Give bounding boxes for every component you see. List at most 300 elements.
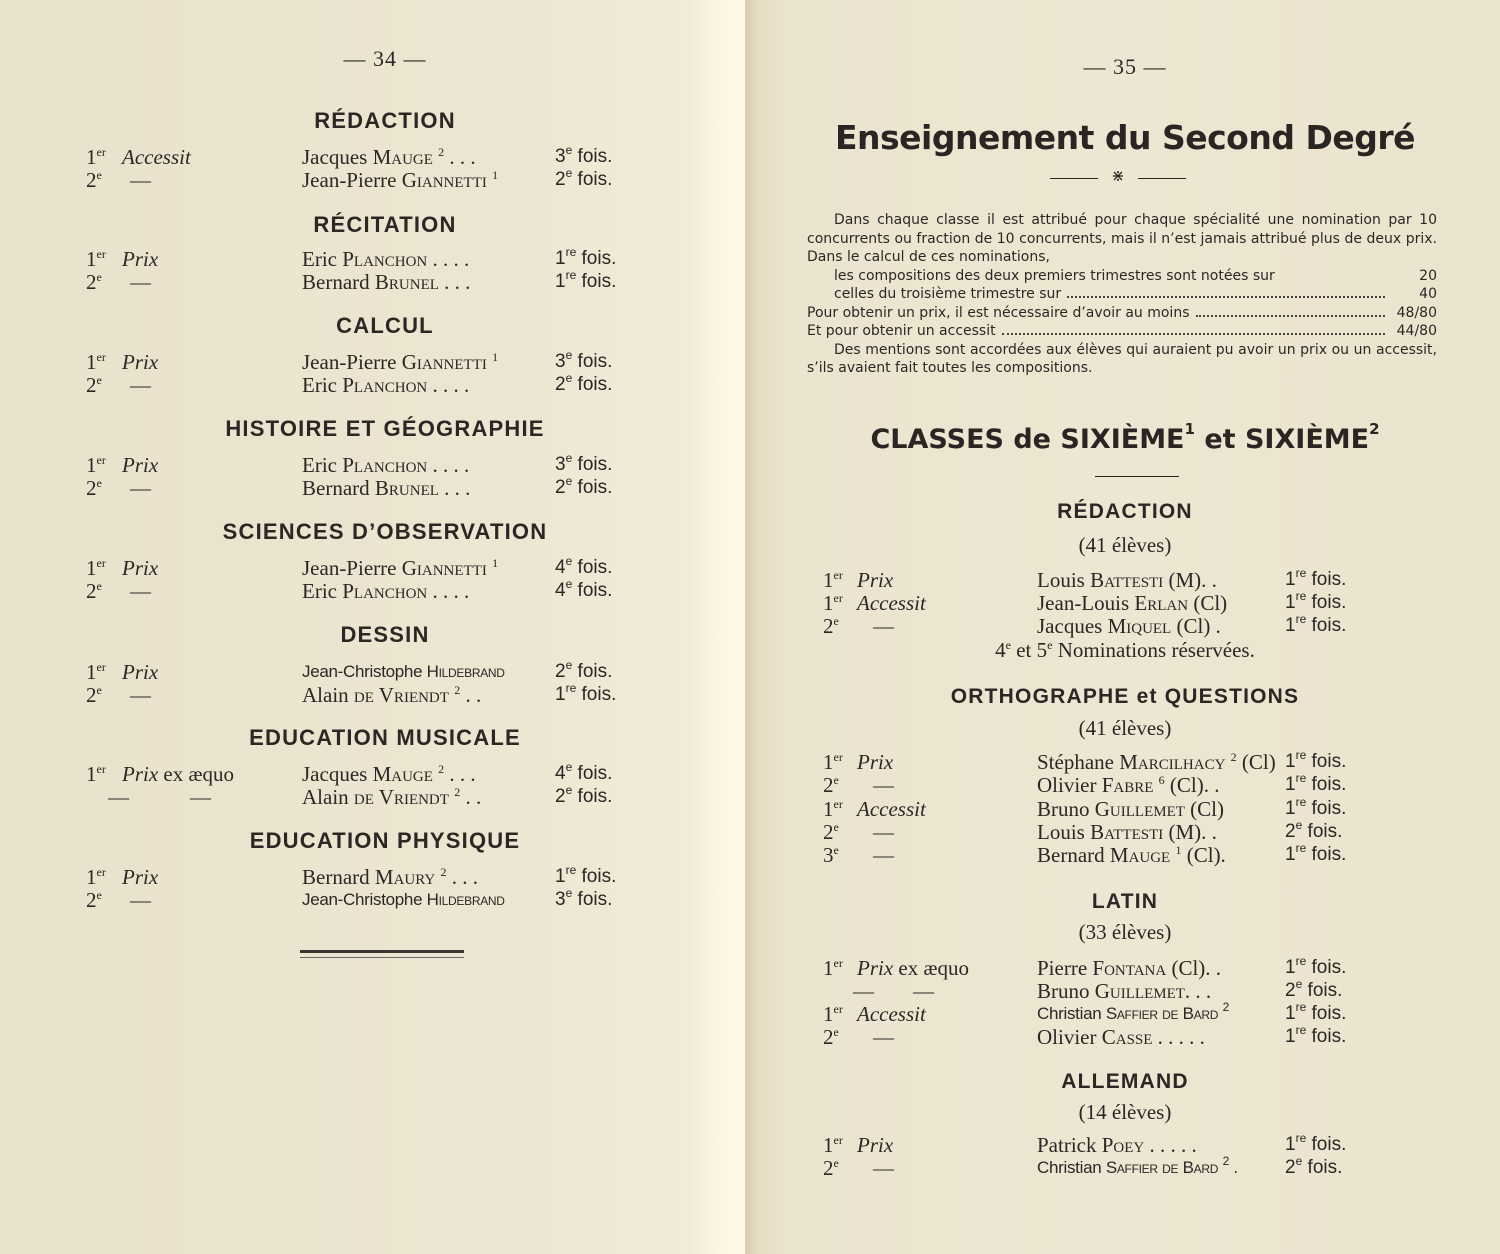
- superscript: er: [833, 591, 843, 605]
- award-type: Accessit: [857, 1002, 926, 1026]
- first-name: Jean-Christophe: [302, 662, 427, 681]
- award-rank: 1er: [86, 350, 106, 374]
- page-number: — 34 —: [343, 46, 427, 71]
- first-name: Eric: [302, 453, 343, 477]
- award-rank: 2e: [823, 1156, 839, 1180]
- award-type: Accessit: [122, 145, 191, 169]
- superscript: e: [565, 166, 573, 180]
- superscript: 2: [1222, 1000, 1229, 1014]
- superscript: 2: [1222, 1154, 1229, 1168]
- ditto-dash: —: [130, 683, 151, 707]
- award-rank: 1er: [823, 750, 843, 774]
- award-rank: 1er: [86, 453, 106, 477]
- superscript: e: [565, 783, 573, 797]
- name-suffix: . .: [460, 785, 482, 809]
- ditto-dash: —: [873, 773, 894, 797]
- superscript: e: [96, 579, 102, 593]
- superscript: e: [96, 168, 102, 182]
- first-name: Bernard: [302, 476, 375, 500]
- first-name: Jacques: [302, 145, 373, 169]
- award-rank: 1er: [86, 660, 106, 684]
- award-rank: 1er: [823, 1133, 843, 1157]
- superscript: er: [96, 453, 106, 467]
- student-name: [302, 453, 469, 477]
- ditto-dash: —: [873, 1025, 894, 1049]
- student-name: [1037, 979, 1211, 1003]
- first-name: Bernard: [1037, 843, 1110, 867]
- superscript: 2: [1230, 750, 1237, 764]
- section-heading: RÉDACTION: [1057, 500, 1193, 523]
- footnote-marker: 2: [1369, 420, 1380, 438]
- superscript: e: [1005, 638, 1011, 652]
- name-suffix: . . . .: [427, 373, 470, 397]
- student-name: [302, 683, 481, 707]
- student-name: [302, 556, 498, 580]
- student-name: [1037, 750, 1276, 774]
- award-rank: 1er: [86, 865, 106, 889]
- superscript: e: [833, 1025, 839, 1039]
- superscript: e: [96, 888, 102, 902]
- first-name: Alain: [302, 683, 354, 707]
- superscript: e: [565, 451, 573, 465]
- superscript: e: [833, 843, 839, 857]
- times-count: 1re fois.: [1285, 795, 1347, 819]
- student-count: (33 élèves): [1078, 920, 1172, 944]
- ornament-line: [1050, 178, 1098, 179]
- award-type: Prix: [122, 556, 159, 580]
- ditto-dash: —: [190, 785, 211, 809]
- student-name: [302, 888, 505, 912]
- superscript: 1: [1175, 843, 1182, 857]
- award-type: Accessit: [857, 797, 926, 821]
- times-count: 2e fois.: [555, 166, 613, 190]
- superscript: re: [1295, 566, 1307, 580]
- superscript: er: [96, 762, 106, 776]
- student-name: [302, 476, 470, 500]
- award-rank: 1er: [823, 568, 843, 592]
- first-name: Eric: [302, 579, 343, 603]
- superscript: 2: [438, 145, 445, 159]
- times-count: 2e fois.: [555, 658, 613, 682]
- award-rank: 1er: [86, 145, 106, 169]
- name-suffix: . . .: [444, 145, 476, 169]
- student-name: [1037, 843, 1226, 867]
- superscript: e: [565, 371, 573, 385]
- asterism-icon: ⋇: [1111, 168, 1125, 185]
- student-name: [302, 168, 498, 192]
- times-count: 2e fois.: [1285, 818, 1343, 842]
- first-name: Eric: [302, 247, 343, 271]
- superscript: re: [1295, 589, 1307, 603]
- section-heading: SCIENCES D’OBSERVATION: [222, 519, 548, 544]
- award-rank: 1er: [823, 956, 843, 980]
- intro-rule-line: [807, 285, 1437, 304]
- last-name: Giannetti: [401, 168, 487, 192]
- times-count: 4e fois.: [555, 760, 613, 784]
- student-name: [302, 660, 505, 684]
- student-name: [302, 373, 469, 397]
- superscript: er: [96, 660, 106, 674]
- times-count: 3e fois.: [555, 348, 613, 372]
- name-suffix: (Cl): [1188, 591, 1228, 615]
- times-count: 2e fois.: [555, 371, 613, 395]
- superscript: e: [565, 474, 573, 488]
- first-name: Stéphane: [1037, 750, 1120, 774]
- student-name: [302, 270, 470, 294]
- award-rank: 3e: [823, 843, 839, 867]
- student-name: [302, 247, 469, 271]
- last-name: Marcilhacy: [1119, 750, 1226, 774]
- last-name: Planchon: [342, 247, 428, 271]
- superscript: er: [833, 797, 843, 811]
- section-heading: EDUCATION PHYSIQUE: [249, 828, 521, 853]
- first-name: Louis: [1037, 820, 1091, 844]
- award-rank: 2e: [823, 820, 839, 844]
- classes-heading-part: et SIXIÈME: [1194, 424, 1370, 455]
- title-ornament: [1050, 168, 1186, 186]
- rule-label: les compositions des deux premiers trimestres sont notées sur: [834, 267, 1275, 284]
- first-name: Jean-Pierre: [302, 168, 402, 192]
- ditto-dash: —: [853, 979, 874, 1003]
- last-name: Mauge: [1109, 843, 1171, 867]
- superscript: er: [833, 1002, 843, 1016]
- last-name: de Vriendt: [353, 683, 449, 707]
- award-rank: 2e: [86, 168, 102, 192]
- student-name: [1037, 614, 1221, 638]
- last-name: Guillemet: [1094, 979, 1185, 1003]
- ditto-dash: —: [130, 888, 151, 912]
- superscript: e: [833, 820, 839, 834]
- times-count: 1re fois.: [1285, 1023, 1347, 1047]
- superscript: 2: [438, 762, 445, 776]
- first-name: Olivier: [1037, 1025, 1102, 1049]
- last-name: Casse: [1101, 1025, 1153, 1049]
- award-rank: 2e: [86, 373, 102, 397]
- intro-mentions-text: Des mentions sont accordées aux élèves qui auraient pu avoir un prix ou un accessit, s’ils avaient fait toutes les compositions.: [807, 341, 1437, 376]
- award-type: Prix: [857, 1133, 894, 1157]
- section-heading: RÉDACTION: [314, 108, 456, 133]
- superscript: e: [1295, 977, 1303, 991]
- award-qualifier: ex æquo: [893, 956, 969, 980]
- superscript: er: [833, 956, 843, 970]
- section-heading: ORTHOGRAPHE et QUESTIONS: [950, 685, 1300, 708]
- ditto-dash: —: [913, 979, 934, 1003]
- last-name: Mauge: [372, 145, 433, 169]
- ditto-dash: —: [130, 476, 151, 500]
- first-name: Bruno: [1037, 979, 1095, 1003]
- award-type: Prix: [122, 247, 159, 271]
- award-rank: 2e: [823, 773, 839, 797]
- ditto-dash: —: [130, 168, 151, 192]
- superscript: re: [565, 863, 577, 877]
- student-count: (41 élèves): [1078, 533, 1172, 557]
- section-heading: CALCUL: [336, 313, 434, 338]
- award-rank: 2e: [86, 476, 102, 500]
- superscript: re: [1295, 795, 1307, 809]
- award-rank: 2e: [86, 888, 102, 912]
- dot-leader: [1196, 315, 1386, 317]
- name-suffix: (M). .: [1163, 820, 1217, 844]
- first-name: Louis: [1037, 568, 1091, 592]
- student-name: [302, 762, 476, 786]
- times-count: 1re fois.: [1285, 1000, 1347, 1024]
- times-count: 1re fois.: [1285, 771, 1347, 795]
- superscript: er: [833, 1133, 843, 1147]
- times-count: 1re fois.: [1285, 954, 1347, 978]
- name-suffix: . . . .: [427, 579, 470, 603]
- name-suffix: (Cl).: [1181, 843, 1226, 867]
- name-suffix: (Cl). .: [1164, 773, 1220, 797]
- superscript: 1: [492, 350, 499, 364]
- name-suffix: . .: [460, 683, 482, 707]
- student-name: [1037, 956, 1221, 980]
- award-rank: 2e: [823, 614, 839, 638]
- student-count: (14 élèves): [1078, 1100, 1172, 1124]
- superscript: 2: [440, 865, 447, 879]
- award-type: Prix: [122, 865, 159, 889]
- award-type: Prix: [122, 453, 159, 477]
- section-heading: ALLEMAND: [1061, 1070, 1189, 1093]
- first-name: Jean-Louis: [1037, 591, 1135, 615]
- last-name: Giannetti: [401, 556, 487, 580]
- name-suffix: .: [1228, 1158, 1238, 1177]
- student-name: [1037, 1002, 1229, 1026]
- reserved-nominations-note: 4e et 5e Nominations réservées.: [995, 638, 1255, 662]
- right-page: [745, 0, 1500, 1254]
- last-name: Battesti: [1090, 568, 1164, 592]
- name-suffix: (Cl): [1236, 750, 1276, 774]
- superscript: er: [833, 568, 843, 582]
- first-name: Patrick: [1037, 1133, 1102, 1157]
- chapter-title: Enseignement du Second Degré: [834, 118, 1416, 157]
- times-count: 1re fois.: [1285, 748, 1347, 772]
- first-name: Christian: [1037, 1004, 1106, 1023]
- student-name: [1037, 1025, 1205, 1049]
- superscript: e: [96, 476, 102, 490]
- superscript: re: [1295, 612, 1307, 626]
- superscript: e: [1047, 638, 1053, 652]
- rule-value: 40: [1419, 286, 1437, 302]
- times-count: 1re fois.: [1285, 589, 1347, 613]
- superscript: e: [565, 658, 573, 672]
- first-name: Jacques: [302, 762, 373, 786]
- award-type: Prix ex æquo: [122, 762, 234, 786]
- first-name: Jacques: [1037, 614, 1108, 638]
- first-name: Bruno: [1037, 797, 1095, 821]
- student-name: [302, 145, 476, 169]
- last-name: Brunel: [374, 270, 439, 294]
- name-suffix: . . .: [1184, 979, 1212, 1003]
- last-name: de Vriendt: [353, 785, 449, 809]
- first-name: Pierre: [1037, 956, 1093, 980]
- name-suffix: . . . . .: [1152, 1025, 1205, 1049]
- superscript: e: [833, 773, 839, 787]
- superscript: e: [96, 270, 102, 284]
- superscript: re: [565, 245, 577, 259]
- section-heading: LATIN: [1091, 890, 1159, 913]
- footnote-marker: 1: [1184, 420, 1195, 438]
- last-name: Giannetti: [401, 350, 487, 374]
- times-count: 2e fois.: [1285, 977, 1343, 1001]
- section-heading: EDUCATION MUSICALE: [249, 725, 521, 750]
- last-name: Brunel: [374, 476, 439, 500]
- last-name: Mauge: [372, 762, 433, 786]
- rule-label: celles du troisième trimestre sur: [834, 286, 1062, 302]
- intro-paragraph: [807, 211, 1437, 378]
- rule-label: Pour obtenir un prix, il est nécessaire d’avoir au moins: [807, 304, 1190, 321]
- superscript: e: [96, 683, 102, 697]
- times-count: 1re fois.: [555, 245, 617, 269]
- last-name: Fontana: [1092, 956, 1167, 980]
- section-heading: RÉCITATION: [313, 212, 457, 237]
- superscript: e: [565, 348, 573, 362]
- times-count: 1re fois.: [1285, 612, 1347, 636]
- ornament-line: [1138, 178, 1186, 179]
- times-count: 3e fois.: [555, 886, 613, 910]
- times-count: 4e fois.: [555, 577, 613, 601]
- student-name: [1037, 820, 1217, 844]
- first-name: Olivier: [1037, 773, 1102, 797]
- superscript: e: [833, 614, 839, 628]
- last-name: Fabre: [1101, 773, 1154, 797]
- award-type: Prix: [857, 568, 894, 592]
- name-suffix: . . .: [446, 865, 478, 889]
- name-suffix: (Cl). .: [1166, 956, 1222, 980]
- name-suffix: . . .: [438, 476, 471, 500]
- student-count: (41 élèves): [1078, 716, 1172, 740]
- ditto-dash: —: [108, 785, 129, 809]
- superscript: e: [96, 373, 102, 387]
- award-rank: 2e: [86, 683, 102, 707]
- award-type: Accessit: [857, 591, 926, 615]
- ditto-dash: —: [130, 373, 151, 397]
- first-name: Jean-Christophe: [302, 890, 427, 909]
- award-type: Prix: [122, 350, 159, 374]
- last-name: Battesti: [1090, 820, 1164, 844]
- superscript: re: [565, 268, 577, 282]
- last-name: Planchon: [342, 453, 428, 477]
- classes-heading: [745, 420, 1500, 455]
- last-name: Maury: [374, 865, 436, 889]
- ditto-dash: —: [873, 614, 894, 638]
- award-rank: 1er: [823, 797, 843, 821]
- first-name: Bernard: [302, 270, 375, 294]
- last-name: Saffier de Bard: [1105, 1004, 1219, 1023]
- first-name: Christian: [1037, 1158, 1106, 1177]
- superscript: e: [565, 760, 573, 774]
- superscript: re: [1295, 1131, 1307, 1145]
- student-name: [1037, 568, 1217, 592]
- section-heading: DESSIN: [340, 622, 430, 647]
- first-name: Jean-Pierre: [302, 556, 402, 580]
- award-rank: 2e: [86, 270, 102, 294]
- dot-leader: [1067, 296, 1385, 298]
- name-suffix: . . .: [444, 762, 476, 786]
- award-rank: 1er: [86, 556, 106, 580]
- times-count: 1re fois.: [1285, 841, 1347, 865]
- times-count: 3e fois.: [555, 451, 613, 475]
- superscript: er: [96, 350, 106, 364]
- superscript: re: [1295, 1023, 1307, 1037]
- rule-value: 48/80: [1396, 304, 1437, 321]
- superscript: e: [565, 143, 573, 157]
- last-name: Poey: [1101, 1133, 1145, 1157]
- award-rank: 2e: [86, 579, 102, 603]
- last-name: Erlan: [1134, 591, 1189, 615]
- ditto-dash: —: [130, 270, 151, 294]
- student-name: [302, 785, 481, 809]
- ditto-dash: —: [873, 1156, 894, 1180]
- intro-rules-list: [807, 267, 1437, 341]
- ditto-dash: —: [873, 820, 894, 844]
- award-type: Prix ex æquo: [857, 956, 969, 980]
- superscript: 2: [454, 683, 461, 697]
- name-suffix: . . . . .: [1144, 1133, 1197, 1157]
- superscript: e: [565, 554, 573, 568]
- name-suffix: . . . .: [427, 247, 470, 271]
- classes-heading-part: CLASSES de SIXIÈME: [870, 424, 1185, 455]
- student-name: [1037, 797, 1224, 821]
- student-name: [302, 350, 498, 374]
- superscript: er: [96, 865, 106, 879]
- award-qualifier: ex æquo: [158, 762, 234, 786]
- last-name: Hildebrand: [426, 662, 505, 681]
- first-name: Alain: [302, 785, 354, 809]
- first-name: Bernard: [302, 865, 375, 889]
- rule-value: 44/80: [1396, 323, 1437, 339]
- award-type: Prix: [122, 660, 159, 684]
- times-count: 1re fois.: [555, 863, 617, 887]
- page-number: — 35 —: [1083, 54, 1167, 79]
- award-rank: 2e: [823, 1025, 839, 1049]
- last-name: Planchon: [342, 373, 428, 397]
- first-name: Jean-Pierre: [302, 350, 402, 374]
- superscript: 1: [492, 168, 499, 182]
- award-rank: 1er: [823, 1002, 843, 1026]
- superscript: e: [565, 577, 573, 591]
- times-count: 1re fois.: [555, 268, 617, 292]
- last-name: Miquel: [1107, 614, 1172, 638]
- student-name: [1037, 1133, 1197, 1157]
- times-count: 4e fois.: [555, 554, 613, 578]
- dot-leader: [1002, 333, 1385, 335]
- times-count: 3e fois.: [555, 143, 613, 167]
- times-count: 1re fois.: [1285, 1131, 1347, 1155]
- name-suffix: (Cl) .: [1171, 614, 1221, 638]
- times-count: 2e fois.: [555, 783, 613, 807]
- superscript: re: [1295, 954, 1307, 968]
- end-rule: [300, 950, 464, 958]
- name-suffix: . . .: [438, 270, 471, 294]
- award-rank: 1er: [86, 247, 106, 271]
- name-suffix: . . . .: [427, 453, 470, 477]
- intro-rule-line: [807, 322, 1437, 341]
- superscript: 2: [454, 785, 461, 799]
- student-name: [302, 579, 469, 603]
- student-name: [1037, 1156, 1238, 1180]
- times-count: 1re fois.: [1285, 566, 1347, 590]
- times-count: 2e fois.: [555, 474, 613, 498]
- superscript: er: [96, 556, 106, 570]
- award-rank: 1er: [86, 762, 106, 786]
- rule-label: Et pour obtenir un accessit: [807, 323, 996, 339]
- superscript: er: [833, 750, 843, 764]
- superscript: er: [96, 145, 106, 159]
- superscript: 1: [492, 556, 499, 570]
- name-suffix: (Cl): [1184, 797, 1224, 821]
- student-name: [302, 865, 478, 889]
- superscript: e: [565, 886, 573, 900]
